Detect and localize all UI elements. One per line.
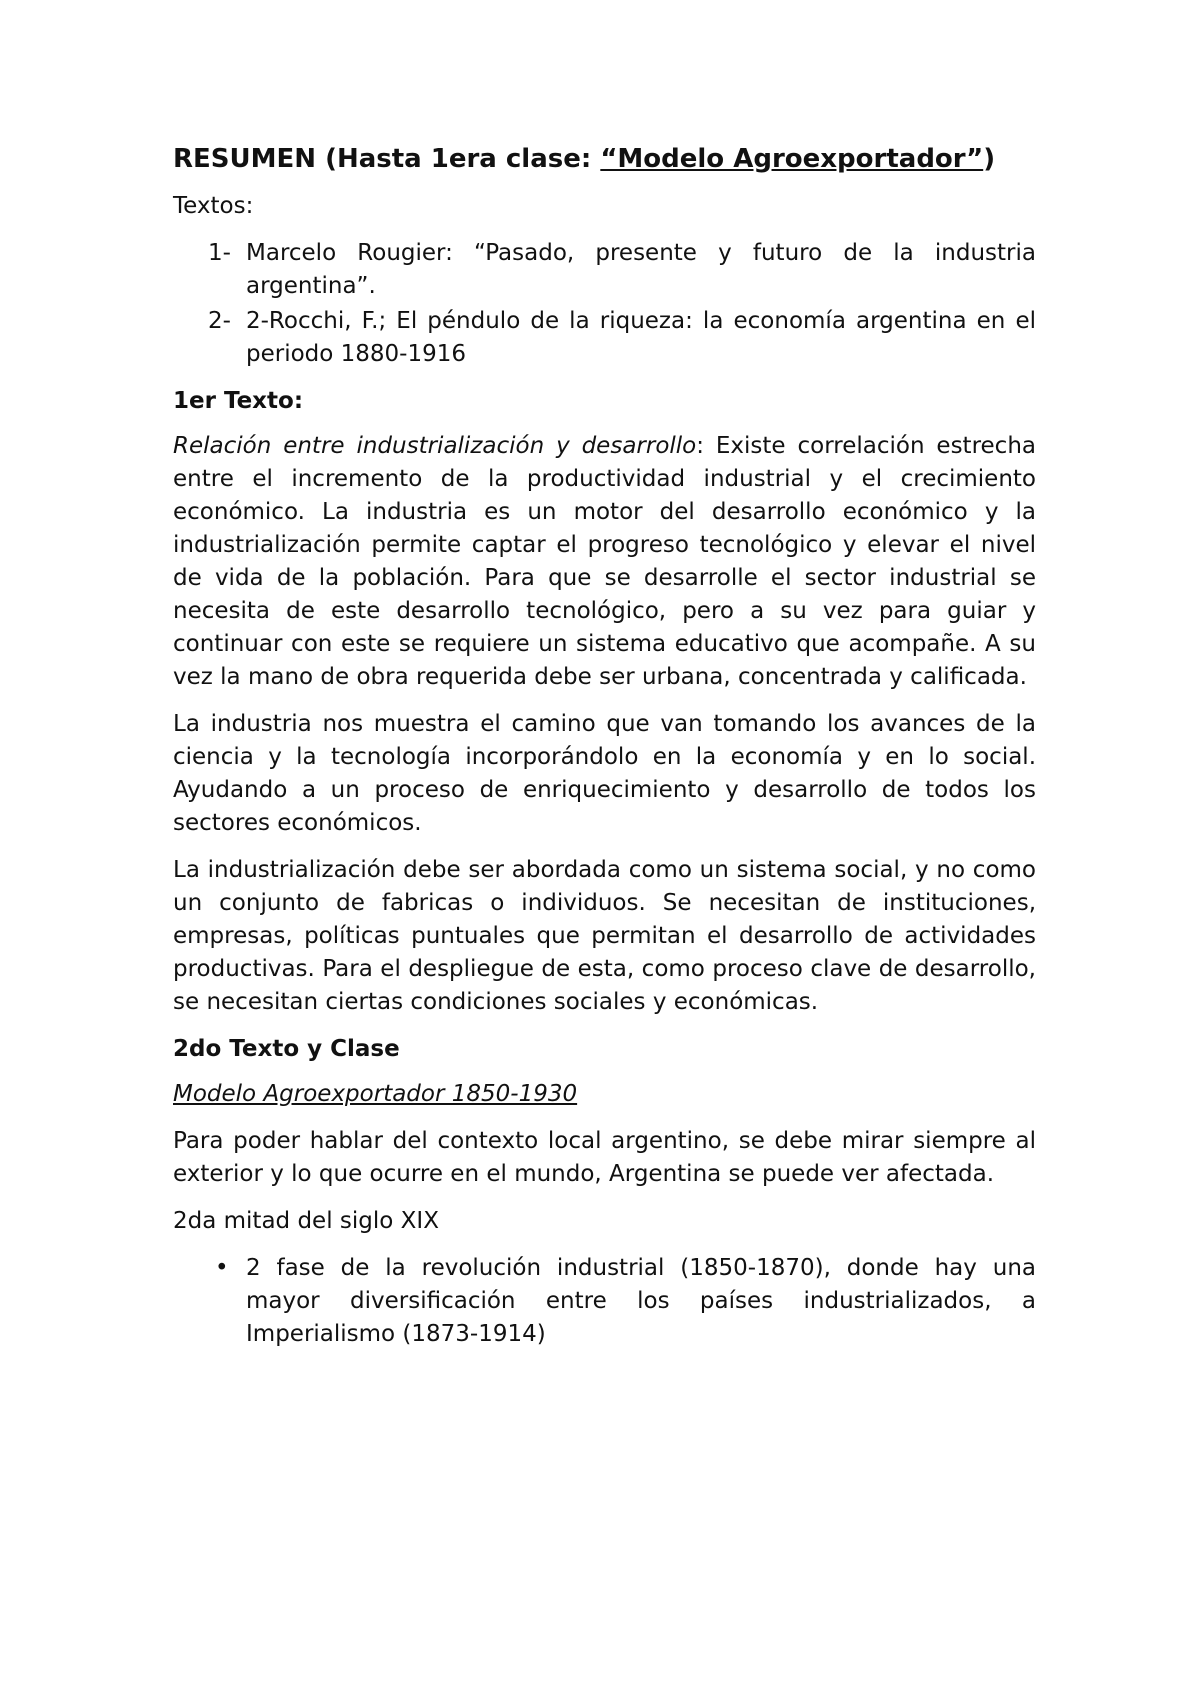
section2-heading: 2do Texto y Clase: [173, 1036, 400, 1062]
section2-bullet-list: [173, 1252, 1036, 1351]
section2-subheading: Modelo Agroexportador 1850-1930: [173, 1081, 578, 1107]
bullet-item: [173, 1252, 1036, 1351]
section1-paragraph-1: [173, 430, 1036, 694]
list-item: [173, 237, 1036, 303]
list-text: 2-Rocchi, F.; El péndulo de la riqueza: la economía argentina en el periodo 1880-1916: [246, 308, 1036, 367]
document-title: [173, 140, 1036, 178]
section1-paragraph-3: La industrialización debe ser abordada como un sistema social, y no como un conjunto de fabricas o individuos. Se necesitan de instituciones, empresas, políticas puntuales que permitan el desarrollo de actividades productivas. Para el despliegue de esta, como proceso clave de desarrollo, se necesitan ciertas condiciones sociales y económicas.: [173, 857, 1036, 1015]
list-number: 1-: [208, 240, 231, 266]
textos-list: [173, 237, 1036, 371]
section1-paragraph-2: La industria nos muestra el camino que van tomando los avances de la ciencia y la tecnología incorporándolo en la economía y en lo social. Ayudando a un proceso de enriquecimiento y desarrollo de todos los sectores económicos.: [173, 711, 1036, 836]
document-page: [173, 140, 1036, 1351]
bullet-icon: •: [215, 1255, 229, 1281]
section2-period: 2da mitad del siglo XIX: [173, 1208, 439, 1234]
list-text: Marcelo Rougier: “Pasado, presente y futuro de la industria argentina”.: [246, 240, 1036, 299]
list-number: 2-: [208, 308, 231, 334]
section1-heading: 1er Texto:: [173, 388, 304, 414]
bullet-text: 2 fase de la revolución industrial (1850-1870), donde hay una mayor diversificación entre los países industrializados, a Imperialismo (1873-1914): [246, 1255, 1036, 1347]
textos-label: Textos:: [173, 193, 254, 219]
title-underlined: “Modelo Agroexportador”: [600, 144, 984, 174]
list-item: [173, 305, 1036, 371]
section1-intro-italic: Relación entre industrialización y desarrollo: [173, 433, 697, 459]
section1-intro-rest: : Existe correlación estrecha entre el incremento de la productividad industrial y el crecimiento económico. La industria es un motor del desarrollo económico y la industrialización permite captar el progreso tecnológico y elevar el nivel de vida de la población. Para que se desarrolle el sector industrial se necesita de este desarrollo tecnológico, pero a su vez para guiar y continuar con este se requiere un sistema educativo que acompañe. A su vez la mano de obra requerida debe ser urbana, concentrada y calificada.: [173, 433, 1036, 690]
section2-paragraph-1: Para poder hablar del contexto local argentino, se debe mirar siempre al exterior y lo que ocurre en el mundo, Argentina se puede ver afectada.: [173, 1128, 1036, 1187]
title-prefix: RESUMEN (Hasta 1era clase:: [173, 144, 601, 174]
title-suffix: ): [983, 144, 996, 174]
